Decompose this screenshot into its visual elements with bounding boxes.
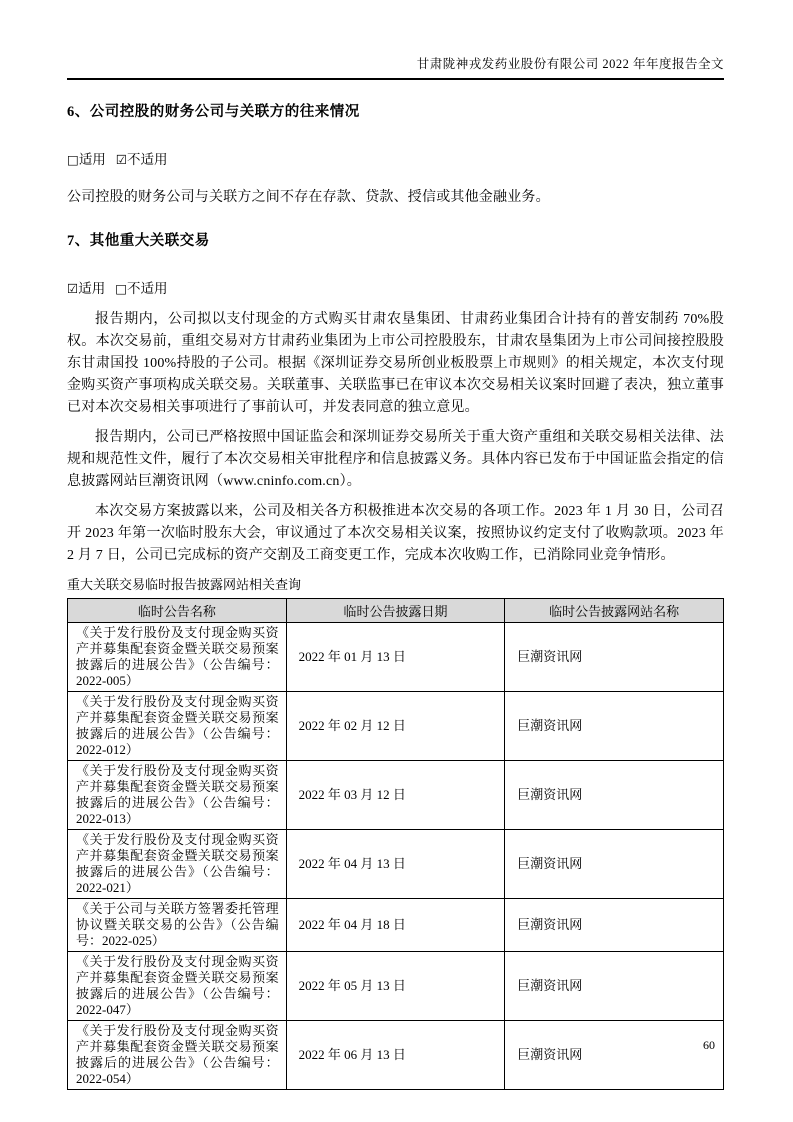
announcement-name-cell: 《关于发行股份及支付现金购买资产并募集配套资金暨关联交易预案披露后的进展公告》（公告编号：2022-012） [68, 692, 287, 761]
section6-applicable-option [67, 152, 106, 167]
applicable-label: 适用 [78, 281, 106, 296]
announcements-table [67, 598, 724, 1090]
table-row [68, 623, 724, 692]
announcement-name-cell: 《关于发行股份及支付现金购买资产并募集配套资金暨关联交易预案披露后的进展公告》（公告编号：2022-021） [68, 830, 287, 899]
applicable-label: 适用 [78, 152, 106, 167]
website-cell: 巨潮资讯网 [505, 1021, 724, 1090]
table-header-row [68, 599, 724, 623]
disclosure-date-cell: 2022 年 04 月 18 日 [286, 899, 505, 952]
not-applicable-label: 不适用 [127, 152, 168, 167]
announcement-name-cell: 《关于发行股份及支付现金购买资产并募集配套资金暨关联交易预案披露后的进展公告》（公告编号：2022-054） [68, 1021, 287, 1090]
header-rule [67, 78, 724, 80]
website-cell: 巨潮资讯网 [505, 761, 724, 830]
website-cell: 巨潮资讯网 [505, 899, 724, 952]
header-announcement-name: 临时公告名称 [68, 599, 287, 623]
section7-paragraph-1: 报告期内，公司拟以支付现金的方式购买甘肃农垦集团、甘肃药业集团合计持有的普安制药 70%股权。本次交易前，重组交易对方甘肃药业集团为上市公司控股股东，甘肃农垦集团为上市公司间接控股股东甘肃国投 100%持股的子公司。根据《深圳证券交易所创业板股票上市规则》的相关规定，本次支付现金购买资产事项构成关联交易。关联董事、关联监事已在审议本次交易相关议案时回避了表决，独立董事已对本次交易相关事项进行了事前认可，并发表同意的独立意见。 [67, 312, 724, 415]
page-header-title: 甘肃陇神戎发药业股份有限公司 2022 年年度报告全文 [416, 57, 724, 71]
section7-applicability-line [67, 277, 724, 297]
section6-applicability-line [67, 148, 724, 168]
announcement-name-cell: 《关于发行股份及支付现金购买资产并募集配套资金暨关联交易预案披露后的进展公告》（公告编号：2022-047） [68, 952, 287, 1021]
announcement-name-cell: 《关于公司与关联方签署委托管理协议暨关联交易的公告》（公告编号：2022-025） [68, 899, 287, 952]
disclosure-date-cell: 2022 年 01 月 13 日 [286, 623, 505, 692]
announcement-name-cell: 《关于发行股份及支付现金购买资产并募集配套资金暨关联交易预案披露后的进展公告》（公告编号：2022-005） [68, 623, 287, 692]
table-row [68, 899, 724, 952]
checkbox-checked-icon: ☑ [115, 152, 128, 167]
table-row [68, 1021, 724, 1090]
table-row [68, 830, 724, 899]
checkbox-checked-icon: ☑ [67, 281, 79, 296]
disclosure-date-cell: 2022 年 05 月 13 日 [286, 952, 505, 1021]
section6-paragraph: 公司控股的财务公司与关联方之间不存在存款、贷款、授信或其他金融业务。 [67, 190, 550, 205]
disclosure-date-cell: 2022 年 02 月 12 日 [286, 692, 505, 761]
section7-paragraph-2: 报告期内，公司已严格按照中国证监会和深圳证券交易所关于重大资产重组和关联交易相关法律、法规和规范性文件，履行了本次交易相关审批程序和信息披露义务。具体内容已发布于中国证监会指定的信息披露网站巨潮资讯网（www.cninfo.com.cn）。 [67, 430, 724, 489]
announcement-name-cell: 《关于发行股份及支付现金购买资产并募集配套资金暨关联交易预案披露后的进展公告》（公告编号：2022-013） [68, 761, 287, 830]
website-cell: 巨潮资讯网 [505, 692, 724, 761]
table-row [68, 761, 724, 830]
website-cell: 巨潮资讯网 [505, 623, 724, 692]
section6-not-applicable-option [116, 152, 168, 167]
section7-paragraph-3: 本次交易方案披露以来，公司及相关各方积极推进本次交易的各项工作。2023 年 1 月 30 日，公司召开 2023 年第一次临时股东大会，审议通过了本次交易相关议案，按照协议约定支付了收购款项。2023 年 2 月 7 日，公司已完成标的资产交割及工商变更工作，完成本次收购工作，已消除同业竞争情形。 [67, 504, 724, 563]
header-website-name: 临时公告披露网站名称 [505, 599, 724, 623]
disclosure-date-cell: 2022 年 06 月 13 日 [286, 1021, 505, 1090]
website-cell: 巨潮资讯网 [505, 952, 724, 1021]
checkbox-unchecked-icon: □ [115, 281, 128, 296]
page-number: 60 [703, 1038, 715, 1052]
disclosure-date-cell: 2022 年 04 月 13 日 [286, 830, 505, 899]
table-row [68, 692, 724, 761]
table-caption: 重大关联交易临时报告披露网站相关查询 [67, 577, 302, 592]
not-applicable-label: 不适用 [127, 281, 168, 296]
section7-heading: 7、其他重大关联交易 [67, 233, 210, 249]
table-row [68, 952, 724, 1021]
section6-heading: 6、公司控股的财务公司与关联方的往来情况 [67, 104, 360, 120]
header-disclosure-date: 临时公告披露日期 [286, 599, 505, 623]
website-cell: 巨潮资讯网 [505, 830, 724, 899]
section7-applicable-option [67, 281, 105, 296]
section7-not-applicable-option [115, 281, 167, 296]
checkbox-unchecked-icon: □ [67, 152, 79, 167]
disclosure-date-cell: 2022 年 03 月 12 日 [286, 761, 505, 830]
